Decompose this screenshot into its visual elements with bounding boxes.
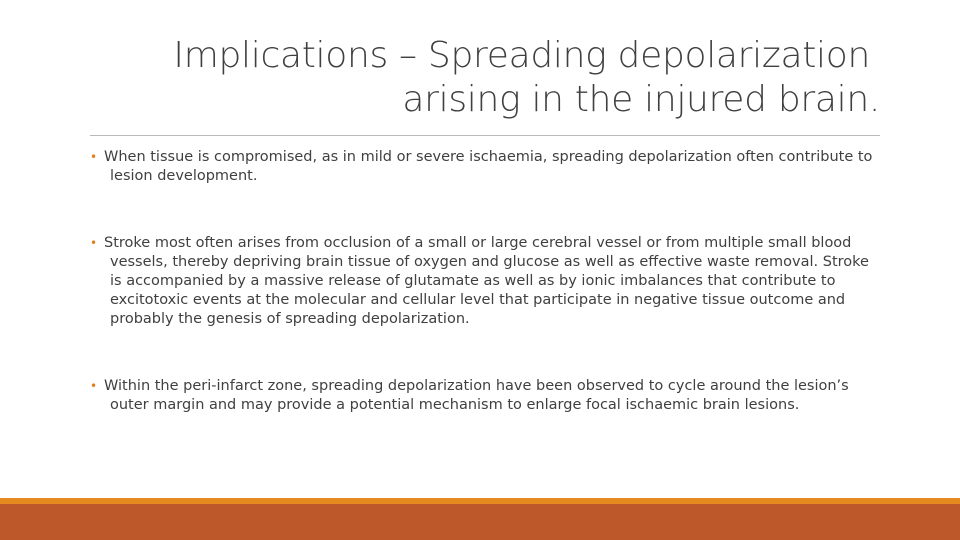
footer-accent-bar — [0, 504, 960, 540]
bullet-text: Stroke most often arises from occlusion of a small or large cerebral vessel or from multiple small blood vessels, thereby depriving brain tissue of oxygen and glucose as well as effective waste removal. Stroke is accompanied by a massive release of glutamate as well as by ionic imbalances that contribute to excitotoxic events at the molecular and cellular level that participate in negative tissue outcome and probably the genesis of spreading depolarization. — [104, 235, 869, 327]
bullet-icon: • — [90, 150, 98, 164]
bullet-text: When tissue is compromised, as in mild or severe ischaemia, spreading depolarization often contribute to lesion development. — [104, 149, 873, 184]
slide-title — [90, 34, 880, 122]
slide-title-line-1: Implications – Spreading depolarization — [173, 35, 870, 76]
bullet-icon: • — [90, 236, 98, 250]
bullet-item — [90, 234, 884, 329]
title-divider — [90, 135, 880, 136]
slide-title-line-2: arising in the injured brain. — [402, 79, 880, 120]
bullet-text: Within the peri-infarct zone, spreading depolarization have been observed to cycle around the lesion’s outer margin and may provide a potential mechanism to enlarge focal ischaemic brain lesions. — [104, 378, 849, 413]
bullet-item — [90, 148, 884, 186]
bullet-icon: • — [90, 379, 98, 393]
bullet-item — [90, 377, 884, 415]
